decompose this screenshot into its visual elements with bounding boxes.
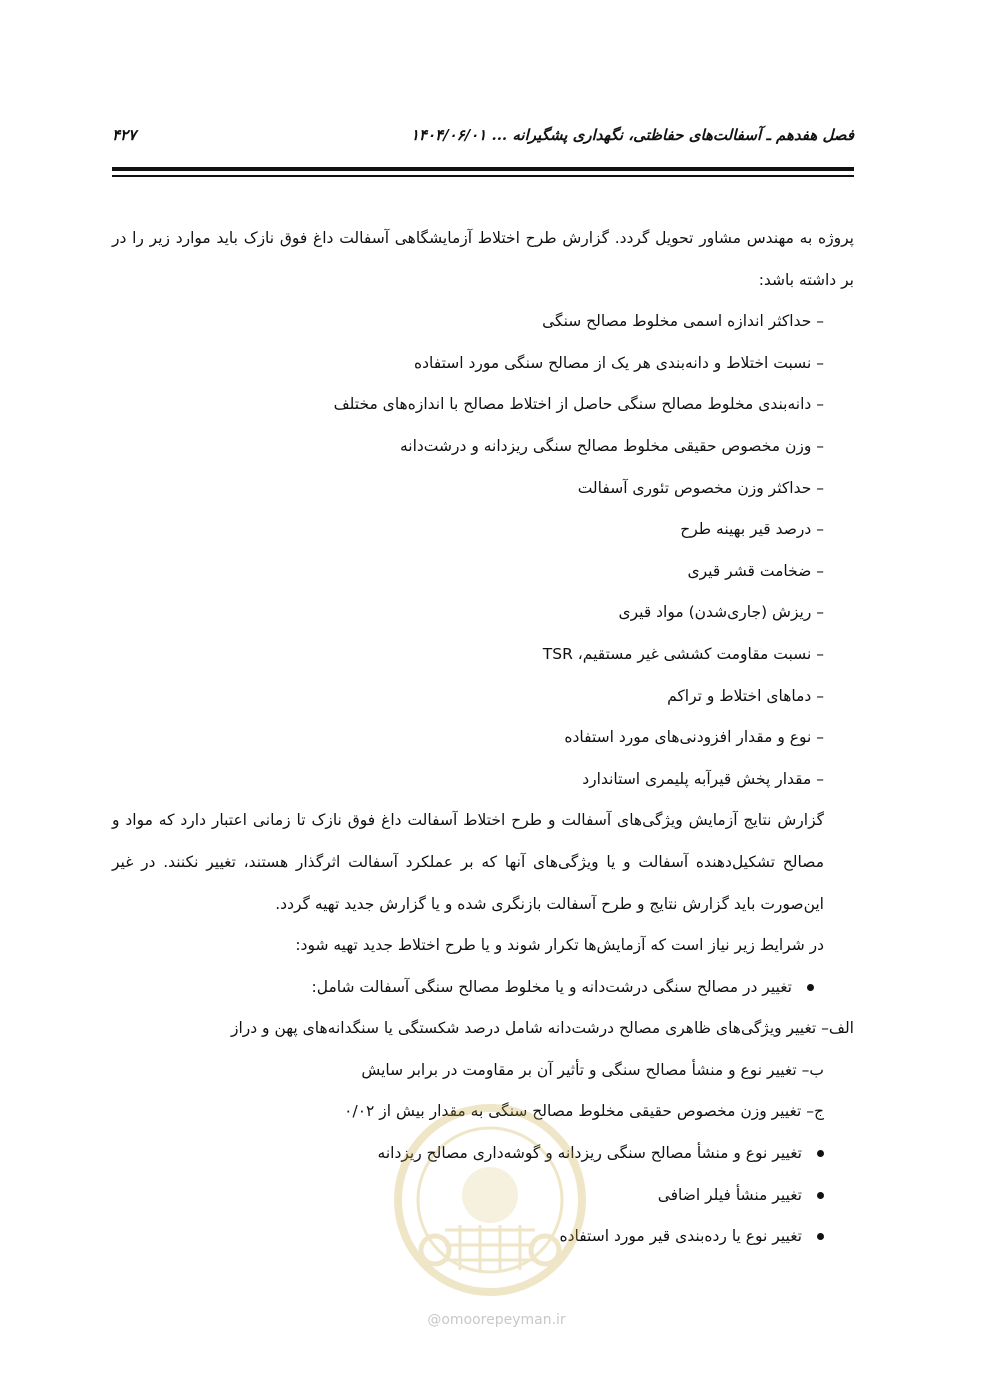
bullet-text: تغییر منشأ فیلر اضافی (657, 1185, 802, 1204)
validity-paragraph: گزارش نتایج آزمایش ویژگی‌های آسفالت و طرح اختلاط آسفالت داغ فوق نازک تا زمانی اعتبار دارد که مواد و مصالح تشکیل‌دهنده آسفالت و یا ویژگی‌های آنها که بر عملکرد آسفالت اثرگذار هستند، تغییر نکنند. در غیر این‌صورت باید گزارش نتایج و طرح آسفالت بازنگری شده و یا گزارش جدید تهیه گردد. (112, 811, 824, 913)
bullet-item (112, 967, 854, 1009)
list-item: – دماهای اختلاط و تراکم (667, 686, 824, 705)
list-item: – حداکثر اندازه اسمی مخلوط مصالح سنگی (542, 312, 824, 331)
list-item: – ضخامت قشر قیری (687, 561, 824, 580)
bullet-dot-icon (817, 1233, 824, 1240)
list-item: – حداکثر وزن مخصوص تئوری آسفالت (577, 478, 824, 497)
header-rule-thick (112, 167, 854, 171)
chapter-title: فصل هفدهم ـ آسفالت‌های حفاظتی، نگهداری پشگیرانه ... ۱۴۰۴/۰۶/۰۱ (410, 126, 854, 144)
list-item: – نسبت مقاومت کششی غیر مستقیم، TSR (542, 644, 824, 663)
list-item: – دانه‌بندی مخلوط مصالح سنگی حاصل از اختلاط مصالح با اندازه‌های مختلف (333, 395, 824, 414)
stamp-grid-icon (445, 1225, 535, 1270)
list-item: – درصد قیر بهینه طرح (680, 520, 824, 539)
bullet-dot-icon (817, 1192, 824, 1199)
list-item: – نسبت اختلاط و دانه‌بندی هر یک از مصالح سنگی مورد استفاده (413, 353, 824, 372)
stamp-center-emblem (462, 1167, 518, 1223)
list-item: – وزن مخصوص حقیقی مخلوط مصالح سنگی ریزدانه و درشت‌دانه (399, 436, 824, 455)
stamp-gear-icon (531, 1236, 559, 1264)
list-item: – ریزش (جاری‌شدن) مواد قیری (618, 603, 824, 622)
sub-item: ب– تغییر نوع و منشأ مصالح سنگی و تأثیر آن بر مقاومت در برابر سایش (361, 1060, 824, 1079)
list-item: – نوع و مقدار افزودنی‌های مورد استفاده (564, 728, 824, 747)
page-number: ۴۲۷ (112, 126, 137, 144)
bullet-text: تغییر نوع و منشأ مصالح سنگی ریزدانه و گوشه‌داری مصالح ریزدانه (377, 1144, 802, 1163)
bullet-dot-icon (807, 984, 814, 991)
header-rule-thin (112, 175, 854, 177)
sub-item: ج– تغییر وزن مخصوص حقیقی مخلوط مصالح سنگی به مقدار بیش از ۰/۰۲ (344, 1102, 824, 1121)
intro-paragraph: پروژه به مهندس مشاور تحویل گردد. گزارش طرح اختلاط آزمایشگاهی آسفالت داغ فوق نازک باید موارد زیر را در بر داشته باشد: (112, 229, 854, 289)
watermark-footer: @omoorepeyman.ir (427, 1312, 566, 1328)
conditions-paragraph: در شرایط زیر نیاز است که آزمایش‌ها تکرار شوند و یا طرح اختلاط جدید تهیه شود: (295, 936, 824, 955)
bullet-text: تغییر نوع یا رده‌بندی قیر مورد استفاده (559, 1227, 802, 1246)
bullet-text: تغییر در مصالح سنگی درشت‌دانه و یا مخلوط مصالح سنگی آسفالت شامل: (311, 977, 792, 996)
bullet-dot-icon (817, 1150, 824, 1157)
page-header (112, 126, 854, 154)
watermark-stamp-icon (390, 1100, 590, 1300)
list-item: – مقدار پخش قیرآبه پلیمری استاندارد (582, 769, 824, 788)
sub-item: الف– تغییر ویژگی‌های ظاهری مصالح درشت‌دانه شامل درصد شکستگی یا سنگدانه‌های پهن و دراز (230, 1019, 854, 1038)
stamp-gear-icon (421, 1236, 449, 1264)
